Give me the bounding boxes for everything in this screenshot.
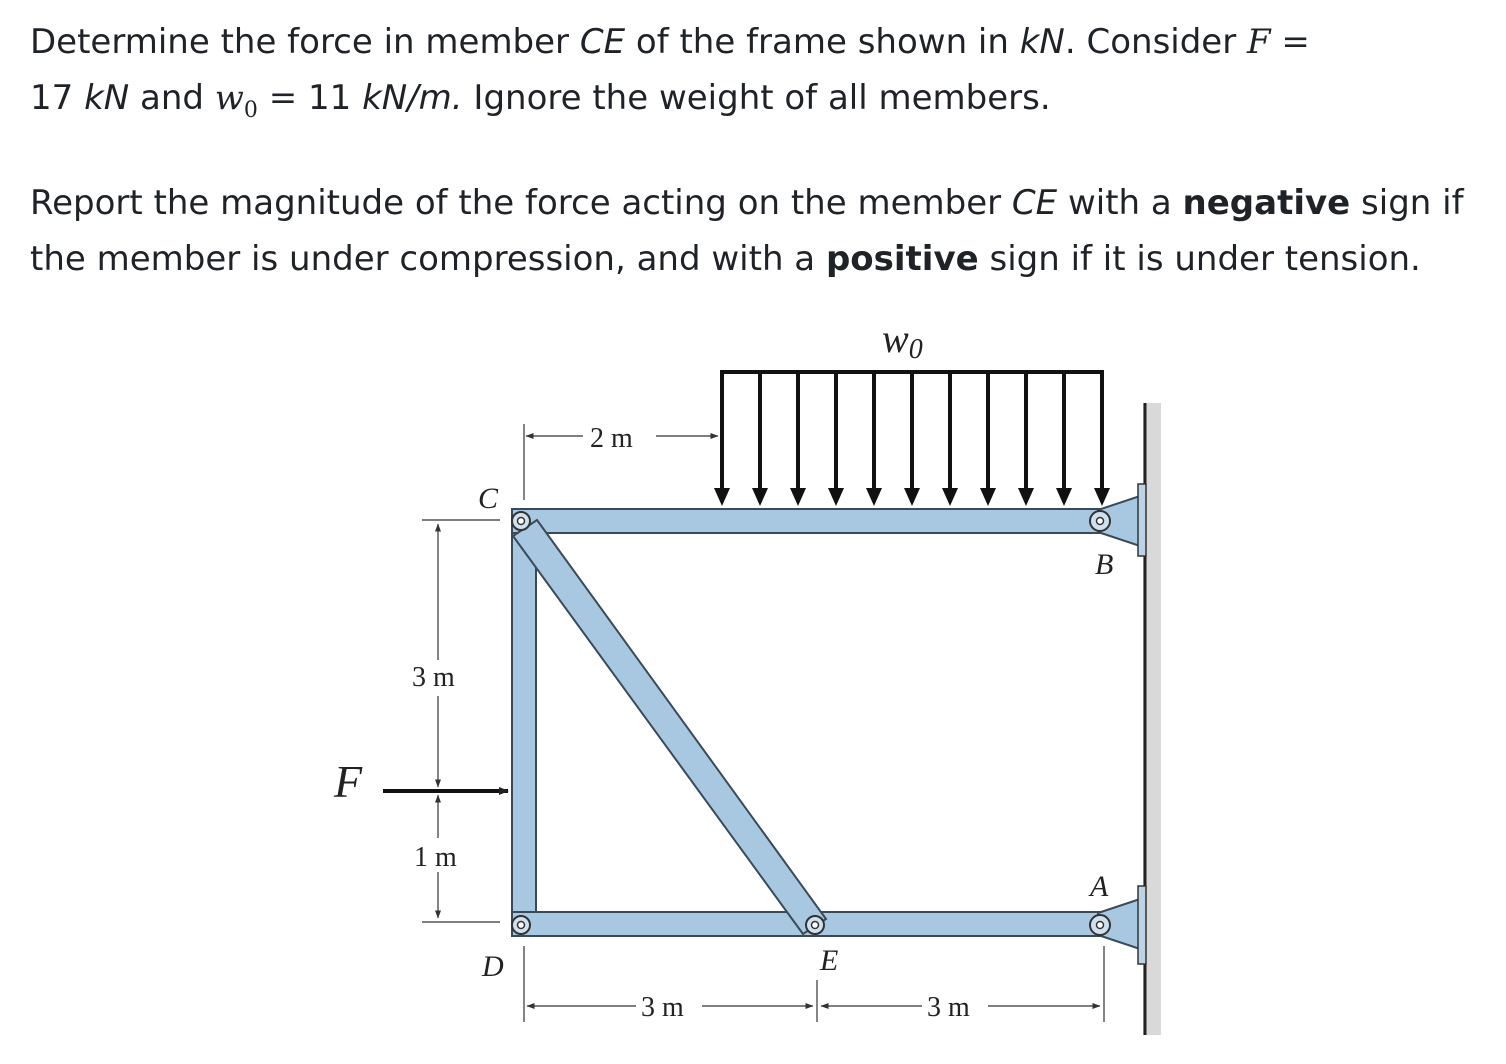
- member-cd: [512, 518, 536, 922]
- label-e: E: [820, 944, 839, 977]
- load-arrow-head: [980, 488, 996, 506]
- load-arrow-head: [714, 488, 730, 506]
- pin-c: [512, 512, 530, 530]
- load-arrow-head: [942, 488, 958, 506]
- member-ce: [513, 520, 826, 934]
- label-c: C: [478, 482, 499, 515]
- load-arrow-head: [1018, 488, 1034, 506]
- load-arrow-head: [828, 488, 844, 506]
- load-arrow-head: [1094, 488, 1110, 506]
- dim-bottom-right: 3 m: [927, 992, 970, 1023]
- support-a-plate: [1138, 886, 1146, 964]
- load-arrow-head: [904, 488, 920, 506]
- load-label: w0: [882, 316, 923, 365]
- pin-d: [512, 916, 530, 934]
- label-b: B: [1095, 548, 1114, 581]
- load-arrow-head: [752, 488, 768, 506]
- pin-a: [1090, 915, 1110, 935]
- load-arrow-head: [790, 488, 806, 506]
- load-arrow-head: [866, 488, 882, 506]
- force-label: F: [334, 756, 363, 807]
- member-cb: [512, 509, 1104, 533]
- dim-top: 2 m: [590, 423, 633, 454]
- load-arrow-head: [1056, 488, 1072, 506]
- distributed-load: [714, 372, 1110, 506]
- support-b-plate: [1138, 484, 1146, 556]
- label-d: D: [482, 950, 504, 983]
- pin-e: [806, 916, 824, 934]
- dim-left-upper: 3 m: [412, 662, 455, 693]
- problem-paragraph-2: Report the magnitude of the force acting on the member CE with a negative sign if the member is under compression, and with a positive sign if it is under tension.: [30, 182, 1464, 279]
- dim-left-lower: 1 m: [414, 842, 457, 873]
- pin-b: [1090, 511, 1110, 531]
- problem-paragraph-1: Determine the force in member CE of the frame shown in kN. Consider F = 17 kN and $w_0 = 11$ kN/m. Ignore the weight of all members.: [30, 22, 1310, 123]
- dim-bottom-left: 3 m: [641, 992, 684, 1023]
- label-a: A: [1090, 870, 1109, 903]
